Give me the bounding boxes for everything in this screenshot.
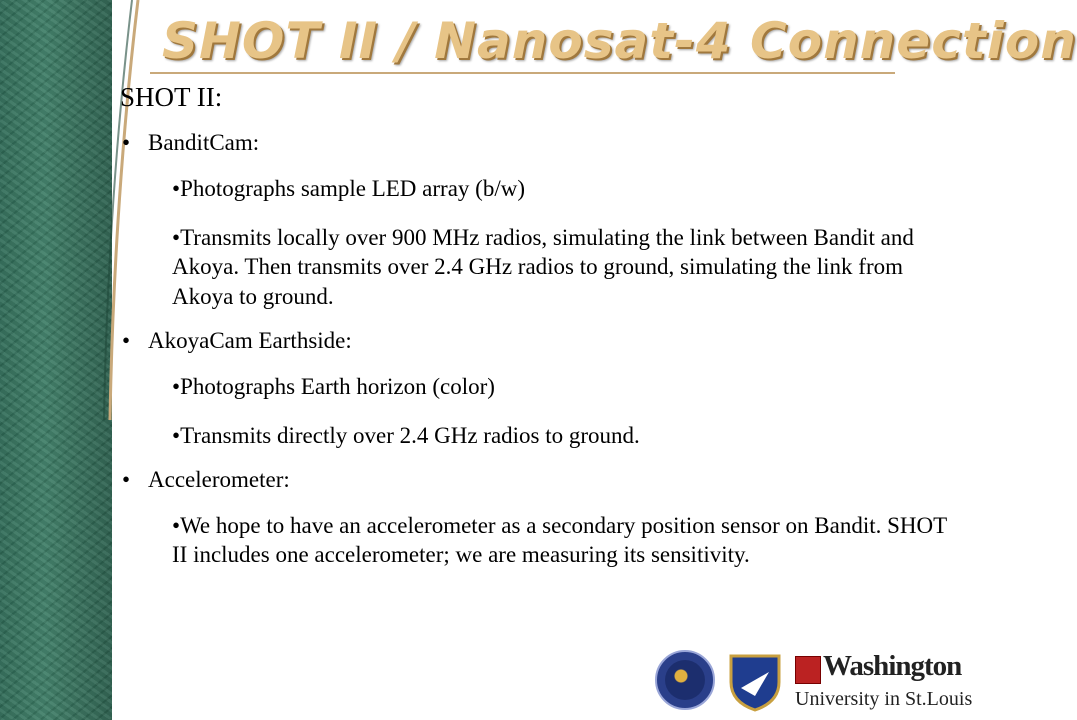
washington-logo-subtitle: University in St.Louis xyxy=(795,688,973,710)
washington-logo-name: Washington xyxy=(823,650,962,682)
bullet-icon: • xyxy=(172,225,181,251)
sub-bullet: •Photographs sample LED array (b/w) xyxy=(172,176,525,201)
sub-bullet: •Photographs Earth horizon (color) xyxy=(172,373,495,399)
bullet-icon: • xyxy=(122,327,131,353)
bullet-banditcam: • BanditCam: xyxy=(122,130,260,155)
sub-bullet: •We hope to have an accelerometer as a secondary position sensor on Bandit. SHOT II includes one accelerometer; we are measuring its sensitivity. xyxy=(172,513,947,568)
air-force-shield-logo xyxy=(725,652,785,712)
slide-content xyxy=(120,82,950,570)
washington-crest-logo xyxy=(795,656,821,684)
sub-bullet: •Transmits directly over 2.4 GHz radios to ground. xyxy=(172,423,640,449)
bullet-icon: • xyxy=(172,423,181,449)
bullet-icon: • xyxy=(172,513,181,539)
slide-title: SHOT II / Nanosat-4 Connection xyxy=(162,12,1077,70)
bullet-icon: • xyxy=(172,373,181,399)
sub-bullet: •Transmits locally over 900 MHz radios, simulating the link between Bandit and Akoya. Then transmits over 2.4 GHz radios to ground, simulating the link from Akoya to ground. xyxy=(172,225,914,309)
mission-seal-logo xyxy=(655,650,715,710)
bullet-icon: • xyxy=(122,467,131,493)
bullet-accelerometer: • Accelerometer: xyxy=(122,467,290,493)
bullet-icon: • xyxy=(122,130,131,155)
bullet-icon: • xyxy=(172,176,181,201)
title-underline xyxy=(150,72,895,74)
section-heading: SHOT II: xyxy=(120,82,223,112)
bullet-akoyacam: • AkoyaCam Earthside: xyxy=(122,327,352,353)
